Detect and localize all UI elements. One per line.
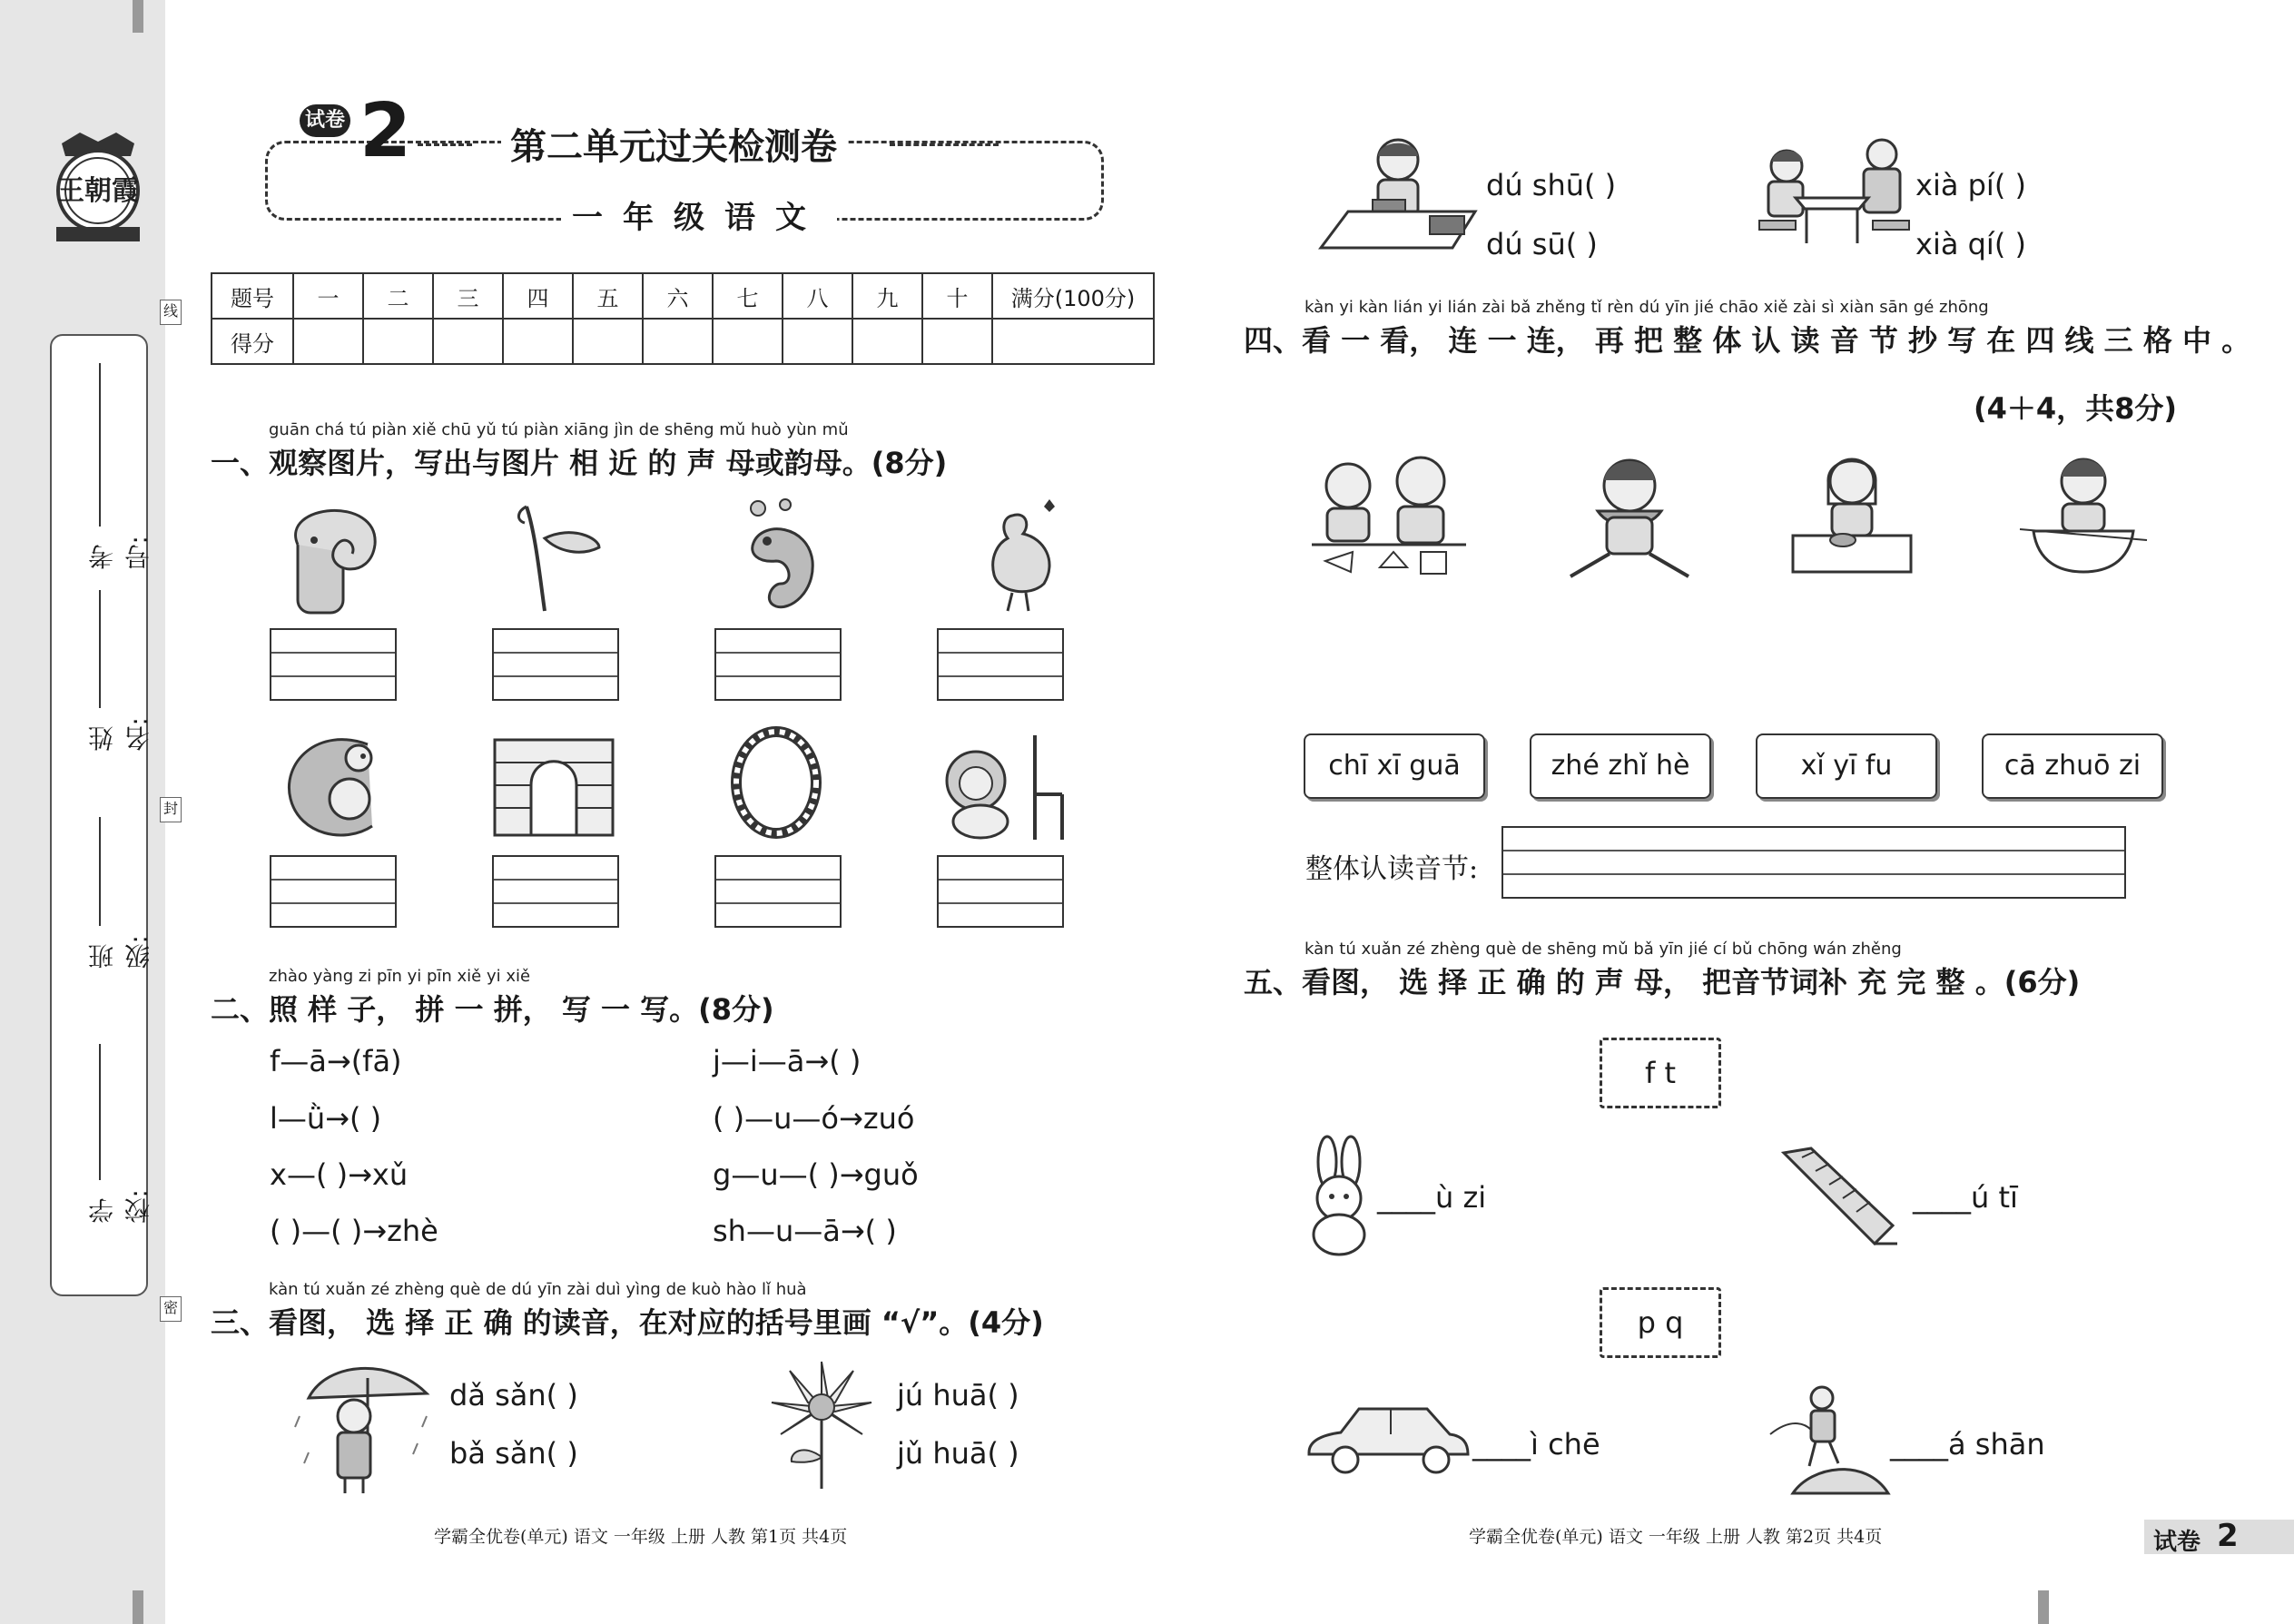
playing-chess-icon — [1750, 134, 1914, 252]
q2-item[interactable]: x—( )→xǔ — [270, 1157, 409, 1192]
rabbit-icon — [1298, 1135, 1380, 1257]
hedgehog-icon — [281, 726, 390, 844]
score-cell[interactable] — [922, 319, 992, 364]
q1-heading: 一、观察图片，写出与图片 相 近 的 声 母或韵母。(8分) — [211, 446, 948, 480]
table-cell: 六 — [643, 273, 713, 319]
class-label: 班级: — [87, 935, 153, 969]
q4-score: (4＋4，共8分) — [1974, 391, 2178, 426]
q2-item[interactable]: g—u—( )→guǒ — [713, 1157, 919, 1192]
q3-option[interactable]: dú sū( ) — [1486, 227, 1598, 261]
q3-option[interactable]: bǎ sǎn( ) — [449, 1436, 578, 1471]
paper-folding-icon — [1307, 445, 1471, 581]
score-table — [211, 272, 1155, 365]
table-cell: 七 — [713, 273, 783, 319]
school-label: 学校: — [87, 1189, 153, 1224]
table-cell: 三 — [433, 273, 503, 319]
sprout-icon — [508, 497, 608, 615]
table-cell: 十 — [922, 273, 992, 319]
q2-pinyin: zhào yàng zi pīn yi pīn xiě yi xiě — [269, 967, 531, 986]
q5-heading: 五、看图， 选 择 正 确 的 声 母， 把音节词补 充 完 整 。(6分) — [1244, 965, 2081, 999]
goldfish-icon — [726, 497, 844, 620]
q2-item[interactable]: j—i—ā→( ) — [713, 1044, 861, 1078]
table-cell: 五 — [573, 273, 643, 319]
table-cell: 题号 — [212, 273, 293, 319]
score-cell[interactable] — [433, 319, 503, 364]
q2-item[interactable]: ( )—( )→zhè — [270, 1214, 438, 1248]
pinyin-option-card[interactable]: xǐ yī fu — [1756, 733, 1937, 799]
table-cell: 九 — [852, 273, 922, 319]
corner-label: 试卷 — [2153, 1529, 2201, 1556]
lion-chair-icon — [935, 731, 1071, 844]
corner-tab — [2144, 1520, 2294, 1554]
table-cell: 八 — [783, 273, 852, 319]
footer-right: 学霸全优卷(单元) 语文 一年级 上册 人教 第2页 共4页 — [1469, 1527, 1883, 1547]
score-cell[interactable] — [643, 319, 713, 364]
writing-grid[interactable] — [937, 628, 1064, 701]
seal-char: 线 — [160, 300, 182, 325]
student-info-box — [50, 334, 153, 1296]
writing-grid[interactable] — [714, 628, 842, 701]
writing-grid[interactable] — [492, 855, 619, 928]
reading-boy-icon — [1316, 134, 1480, 252]
choice-box: f t — [1600, 1038, 1721, 1108]
seal-char: 密 — [160, 1296, 182, 1322]
margin-mark — [133, 1590, 143, 1624]
rooster-icon — [958, 497, 1067, 615]
margin-mark — [133, 0, 143, 33]
margin-mark — [2038, 1590, 2049, 1624]
class-line[interactable] — [99, 817, 101, 926]
q2-item: f—ā→(fā) — [270, 1044, 402, 1078]
necklace-icon — [726, 726, 826, 844]
writing-grid[interactable] — [492, 628, 619, 701]
escalator-icon — [1775, 1144, 1902, 1253]
fill-in-item[interactable]: ____ú tī — [1913, 1180, 2018, 1215]
choice-box: p q — [1600, 1287, 1721, 1358]
table-cell: 二 — [363, 273, 433, 319]
fill-in-item[interactable]: ____ù zi — [1377, 1180, 1487, 1215]
writing-grid[interactable] — [270, 628, 397, 701]
q1-pinyin: guān chá tú piàn xiě chū yǔ tú piàn xiāng jìn de shēng mǔ huò yùn mǔ — [269, 420, 849, 439]
wiping-table-icon — [1788, 449, 1915, 586]
seal-char: 封 — [160, 797, 182, 822]
q3-pinyin: kàn tú xuǎn zé zhèng què de dú yīn zài duì yìng de kuò hào lǐ huà — [269, 1280, 807, 1299]
page-subtitle: 一年级语文 — [561, 192, 837, 237]
q3-option[interactable]: dú shū( ) — [1486, 168, 1617, 202]
writing-grid[interactable] — [937, 855, 1064, 928]
paper-number: 2 — [359, 88, 412, 174]
page-title: 第二单元过关检测卷 — [501, 118, 846, 170]
q3-option[interactable]: jú huā( ) — [897, 1378, 1019, 1412]
table-cell: 满分(100分) — [992, 273, 1154, 319]
fill-in-item[interactable]: ____ì chē — [1472, 1427, 1600, 1462]
q2-heading: 二、照 样 子， 拼 一 拼， 写 一 写。(8分) — [211, 992, 774, 1027]
writing-grid[interactable] — [270, 855, 397, 928]
table-cell: 得分 — [212, 319, 293, 364]
name-line[interactable] — [99, 590, 101, 708]
school-line[interactable] — [99, 1044, 101, 1180]
q4-pinyin: kàn yi kàn lián yi lián zài bǎ zhěng tǐ rèn dú yīn jié chāo xiě zài sì xiàn sān gé zhōng — [1305, 298, 1989, 317]
chrysanthemum-icon — [753, 1353, 890, 1493]
score-cell[interactable] — [992, 319, 1154, 364]
title-dash — [418, 143, 472, 146]
q4-heading: 四、看 一 看， 连 一 连， 再 把 整 体 认 读 音 节 抄 写 在 四 线 三 格 中 。 — [1244, 323, 2251, 358]
umbrella-girl-icon — [290, 1353, 445, 1498]
score-cell[interactable] — [573, 319, 643, 364]
eating-watermelon-icon — [1557, 449, 1702, 586]
table-row — [212, 319, 1154, 364]
climbing-icon — [1766, 1380, 1893, 1498]
q2-item[interactable]: l—ǜ→( ) — [270, 1101, 382, 1136]
recognition-label: 整体认读音节: — [1305, 853, 1479, 885]
q3-option[interactable]: jǔ huā( ) — [897, 1436, 1019, 1471]
q5-pinyin: kàn tú xuǎn zé zhèng què de shēng mǔ bǎ yīn jié cí bǔ chōng wán zhěng — [1305, 940, 1902, 959]
pinyin-option-card[interactable]: cā zhuō zi — [1982, 733, 2163, 799]
pinyin-option-card[interactable]: zhé zhǐ hè — [1530, 733, 1711, 799]
car-icon — [1300, 1398, 1472, 1484]
logo-wordmark: 王朝霞 — [57, 175, 139, 207]
score-cell[interactable] — [783, 319, 852, 364]
writing-grid[interactable] — [714, 855, 842, 928]
recognition-writing-grid[interactable] — [1501, 826, 2126, 899]
q2-item[interactable]: sh—u—ā→( ) — [713, 1214, 897, 1248]
footer-left: 学霸全优卷(单元) 语文 一年级 上册 人教 第1页 共4页 — [434, 1527, 848, 1547]
paper-badge: 试卷 — [300, 104, 350, 137]
fill-in-item[interactable]: ____á shān — [1890, 1427, 2045, 1462]
exam-number-label: 考号: — [87, 536, 153, 570]
pinyin-option-card[interactable]: chī xī guā — [1304, 733, 1485, 799]
score-cell[interactable] — [852, 319, 922, 364]
score-cell[interactable] — [293, 319, 363, 364]
table-row — [212, 273, 1154, 319]
title-dash — [890, 143, 999, 146]
q3-option[interactable]: xià qí( ) — [1915, 227, 2026, 261]
washing-clothes-icon — [2015, 449, 2151, 586]
exam-number-line[interactable] — [99, 363, 101, 527]
q3-option[interactable]: dǎ sǎn( ) — [449, 1378, 578, 1412]
score-cell[interactable] — [363, 319, 433, 364]
q2-item[interactable]: ( )—u—ó→zuó — [713, 1101, 915, 1136]
q3-heading: 三、看图， 选 择 正 确 的读音，在对应的括号里画 “√”。(4分) — [211, 1305, 1044, 1340]
gate-icon — [490, 731, 617, 840]
q3-option[interactable]: xià pí( ) — [1915, 168, 2026, 202]
name-label: 姓名: — [87, 717, 153, 752]
table-cell: 一 — [293, 273, 363, 319]
table-cell: 四 — [503, 273, 573, 319]
publisher-logo — [44, 125, 153, 252]
score-cell[interactable] — [713, 319, 783, 364]
corner-number: 2 — [2217, 1518, 2239, 1554]
elephant-p-icon — [271, 495, 389, 617]
score-cell[interactable] — [503, 319, 573, 364]
